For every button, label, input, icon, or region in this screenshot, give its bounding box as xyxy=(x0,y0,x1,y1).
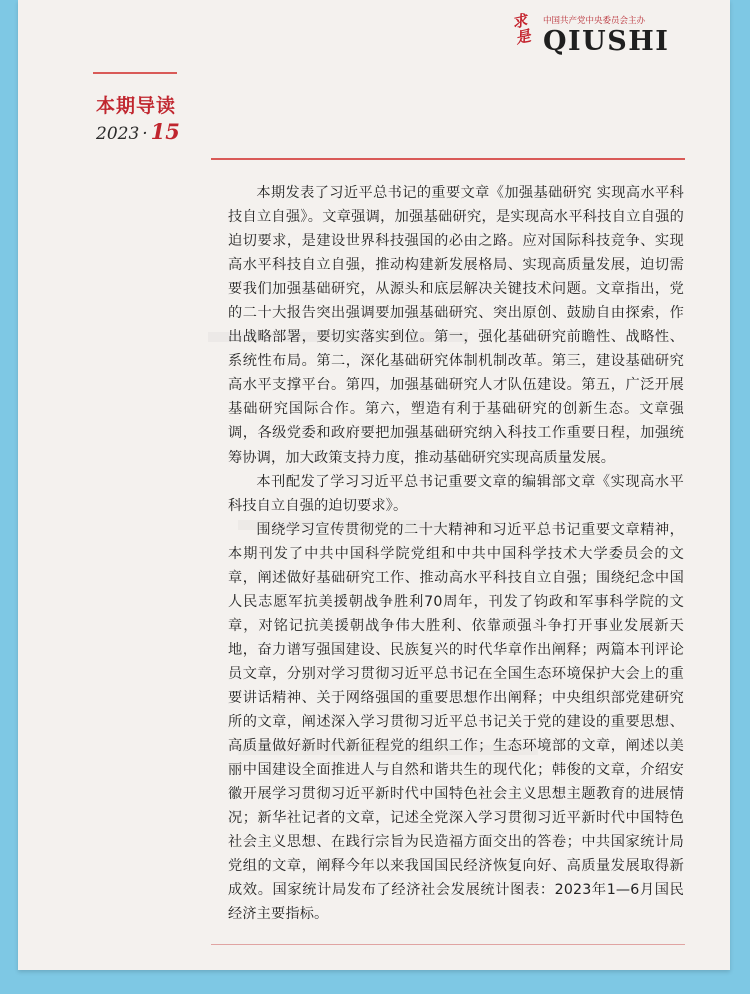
article-body xyxy=(228,181,684,926)
article-paragraph: 本刊配发了学习习近平总书记重要文章的编辑部文章《实现高水平科技自立自强的迫切要求》。 xyxy=(228,473,684,514)
issue-number xyxy=(96,119,180,144)
heading-divider xyxy=(93,72,177,74)
magazine-page xyxy=(18,0,730,970)
article-paragraph: 本期发表了习近平总书记的重要文章《加强基础研究 实现高水平科技自立自强》。文章强调，加强基础研究，是实现高水平科技自立自强的迫切要求，是建设世界科技强国的必由之路。应对国际科技竞争、实现高水平科技自立自强，推动构建新发展格局、实现高质量发展，迫切需要我们加强基础研究，从源头和底层解决关键技术问题。文章指出，党的二十大报告突出强调要加强基础研究、突出原创、鼓励自由探索，作出战略部署，要切实落实到位。第一，强化基础研究前瞻性、战略性、系统性布局。第二，深化基础研究体制机制改革。第三，建设基础研究高水平支撑平台。第四，加强基础研究人才队伍建设。第五，广泛开展基础研究国际合作。第六，塑造有利于基础研究的创新生态。文章强调，各级党委和政府要把加强基础研究纳入科技工作重要日程，加强统筹协调，加大政策支持力度，推动基础研究实现高质量发展。 xyxy=(228,185,684,466)
content-bottom-rule xyxy=(211,944,685,945)
content-top-rule xyxy=(211,158,685,160)
section-title: 本期导读 xyxy=(96,95,177,117)
masthead xyxy=(505,8,675,62)
issue-separator: · xyxy=(142,124,148,144)
issue-no: 15 xyxy=(150,119,180,144)
masthead-sponsor: 中国共产党中央委员会主办 xyxy=(543,16,646,26)
issue-year: 2023 xyxy=(96,124,140,144)
masthead-title: QIUSHI xyxy=(543,26,670,57)
qiushi-calligraphy-logo: 求是 xyxy=(510,11,533,48)
article-paragraph: 围绕学习宣传贯彻党的二十大精神和习近平总书记重要文章精神，本期刊发了中共中国科学院党组和中共中国科学技术大学委员会的文章，阐述做好基础研究工作、推动高水平科技自立自强；围绕纪念中国人民志愿军抗美援朝战争胜利70周年，刊发了钧政和军事科学院的文章，对铭记抗美援朝战争伟大胜利、依靠顽强斗争打开事业发展新天地，奋力谱写强国建设、民族复兴的时代华章作出阐释；两篇本刊评论员文章，分别对学习贯彻习近平总书记在全国生态环境保护大会上的重要讲话精神、关于网络强国的重要思想作出阐释；中央组织部党建研究所的文章，阐述深入学习贯彻习近平总书记关于党的建设的重要思想、高质量做好新时代新征程党的组织工作；生态环境部的文章，阐述以美丽中国建设全面推进人与自然和谐共生的现代化；韩俊的文章，介绍安徽开展学习贯彻习近平新时代中国特色社会主义思想主题教育的进展情况；新华社记者的文章，记述全党深入学习贯彻习近平新时代中国特色社会主义思想、在践行宗旨为民造福方面交出的答卷；中共国家统计局党组的文章，阐释今年以来我国国民经济恢复向好、高质量发展取得新成效。国家统计局发布了经济社会发展统计图表：2023年1—6月国民经济主要指标。 xyxy=(228,521,684,923)
